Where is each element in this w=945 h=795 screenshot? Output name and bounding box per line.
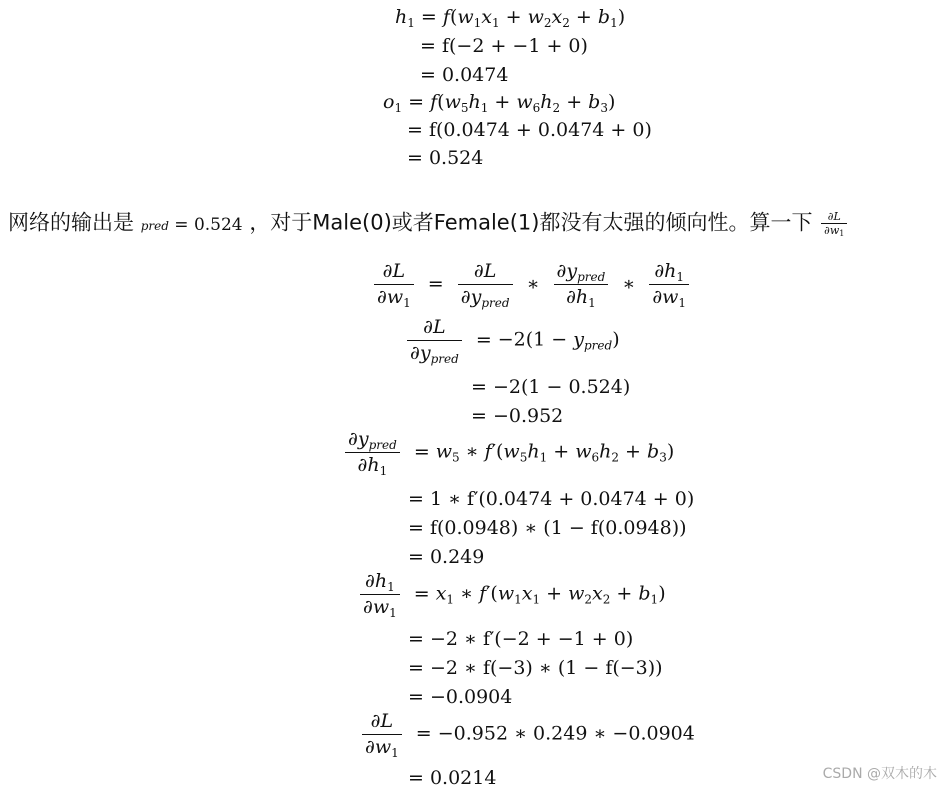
eq-dypred-dh1-line1: $\frac{\partial y_{pred}}{\partial h_1}$ = $w_5$ ∗ $f'(w_5h_1 + w_6h_2 + b_3)$ (343, 430, 674, 475)
eq-final-line2: = 0.0214 (408, 767, 497, 789)
inline-fraction-dL-dw1: $\frac{\partial L}{\partial w_1}$ (821, 211, 847, 236)
eq-chain-rule: $\frac{\partial L}{\partial w_1}$ = $\frac{\partial L}{\partial y_{pred}}$ ∗ $\frac{\partial y_{pred}}{\partial h_1}$ ∗ $\frac{\partial h_1}{\partial w_1}$ (372, 262, 691, 307)
eq-dypred-dh1-line4: = 0.249 (408, 546, 485, 568)
eq-dh1-dw1-line1: $\frac{\partial h_1}{\partial w_1}$ = $x_1$ ∗ $f'(w_1x_1 + w_2x_2 + b_1)$ (358, 572, 666, 617)
description-suffix: ，对于Male(0)或者Female(1)都没有太强的倾向性。算一下 (249, 210, 813, 235)
eq-h1-line2: = f(−2 + −1 + 0) (420, 35, 588, 57)
description-prefix: 网络的输出是 (8, 210, 134, 235)
eq-dL-dypred-line1: $\frac{\partial L}{\partial y_{pred}}$ = $-2(1 - y_{pred})$ (405, 318, 620, 363)
eq-final-line1: $\frac{\partial L}{\partial w_1}$ = −0.952 ∗ 0.249 ∗ −0.0904 (360, 712, 695, 757)
eq-h1-line3: = 0.0474 (420, 64, 509, 86)
eq-dL-dypred-line2: = −2(1 − 0.524) (471, 376, 631, 398)
eq-dh1-dw1-line3: = −2 ∗ f(−3) ∗ (1 − f(−3)) (408, 657, 663, 679)
eq-dh1-dw1-line4: = −0.0904 (408, 686, 513, 708)
pred-inline: pred = 0.524 (140, 214, 243, 235)
watermark: CSDN @双木的木 (822, 766, 937, 782)
eq-o1-line3: = 0.524 (407, 147, 484, 169)
eq-h1-line1: $h_1 = f(w_1x_1 + w_2x_2 + b_1)$ (395, 6, 626, 30)
eq-dL-dypred-line3: = −0.952 (471, 405, 564, 427)
description-line (8, 211, 849, 236)
eq-dypred-dh1-line3: = f(0.0948) ∗ (1 − f(0.0948)) (408, 517, 687, 539)
eq-o1-line1: $o_1 = f(w_5h_1 + w_6h_2 + b_3)$ (383, 91, 616, 115)
eq-dypred-dh1-line2: = 1 ∗ f′(0.0474 + 0.0474 + 0) (408, 488, 695, 510)
eq-dh1-dw1-line2: = −2 ∗ f′(−2 + −1 + 0) (408, 628, 634, 650)
eq-o1-line2: = f(0.0474 + 0.0474 + 0) (407, 119, 652, 141)
